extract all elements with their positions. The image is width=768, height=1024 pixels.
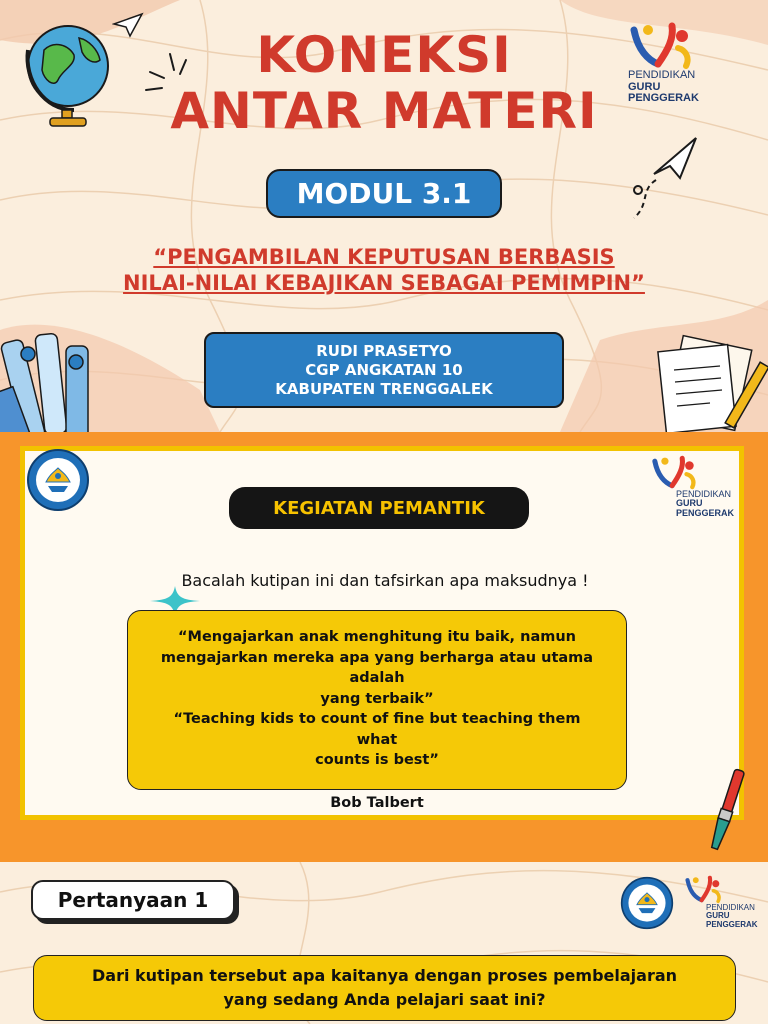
logo-line-1: PENDIDIKAN	[706, 903, 755, 912]
logo-line-2: GURU	[628, 80, 661, 93]
guru-penggerak-emblem	[684, 874, 724, 904]
paintbrush-icon	[704, 764, 748, 856]
quote-author: Bob Talbert	[330, 794, 424, 811]
tut-wuri-handayani-logo	[620, 876, 674, 930]
author-name: RUDI PRASETYO	[316, 341, 452, 360]
question-line-2: yang sedang Anda pelajari saat ini?	[223, 990, 546, 1009]
subtitle-line-1: “PENGAMBILAN KEPUTUSAN BERBASIS	[153, 245, 615, 269]
author-info-box	[204, 332, 564, 408]
logo-line-3: PENGGERAK	[706, 919, 758, 929]
quote-box	[127, 610, 627, 811]
quote-en-line-1: “Teaching kids to count of fine but teaching them what	[173, 711, 581, 748]
logo-line-3: PENGGERAK	[628, 92, 699, 105]
subtitle-line-2: NILAI-NILAI KEBAJIKAN SEBAGAI PEMIMPIN”	[123, 271, 645, 295]
title-line-1: KONEKSI	[256, 26, 512, 84]
guru-penggerak-logo	[684, 874, 758, 929]
modul-badge: MODUL 3.1	[266, 169, 502, 218]
guru-penggerak-emblem	[650, 454, 700, 490]
kegiatan-pemantik-heading: KEGIATAN PEMANTIK	[229, 487, 529, 529]
pertanyaan-heading: Pertanyaan 1	[31, 880, 235, 920]
pencils-icon	[0, 330, 110, 432]
paper-plane-icon	[620, 134, 700, 224]
guru-penggerak-logo	[628, 20, 699, 105]
logo-line-2: GURU	[706, 911, 730, 921]
quote-en-line-2: counts is best”	[315, 752, 439, 768]
author-cgp: CGP ANGKATAN 10	[305, 360, 463, 379]
guru-penggerak-emblem	[628, 20, 696, 70]
slide-cover	[0, 0, 768, 432]
tut-wuri-handayani-logo	[26, 448, 90, 512]
title-line-2: ANTAR MATERI	[170, 82, 598, 140]
instruction-text: Bacalah kutipan ini dan tafsirkan apa maksudnya !	[181, 571, 589, 590]
logo-line-2: GURU	[676, 498, 703, 509]
papers-icon	[650, 330, 768, 432]
quote-id-line-2: mengajarkan mereka apa yang berharga atau utama adalah	[160, 649, 594, 686]
logo-line-1: PENDIDIKAN	[676, 489, 732, 499]
logo-line-3: PENGGERAK	[676, 507, 735, 518]
guru-penggerak-logo	[650, 454, 734, 518]
question-line-1: Dari kutipan tersebut apa kaitanya dengan proses pembelajaran	[91, 966, 678, 985]
author-region: KABUPATEN TRENGGALEK	[275, 379, 493, 398]
question-box	[33, 955, 736, 1021]
quote-id-line-1: “Mengajarkan anak menghitung itu baik, namun	[178, 629, 576, 645]
quote-id-line-3: yang terbaik”	[320, 690, 434, 707]
logo-line-1: PENDIDIKAN	[628, 69, 696, 81]
